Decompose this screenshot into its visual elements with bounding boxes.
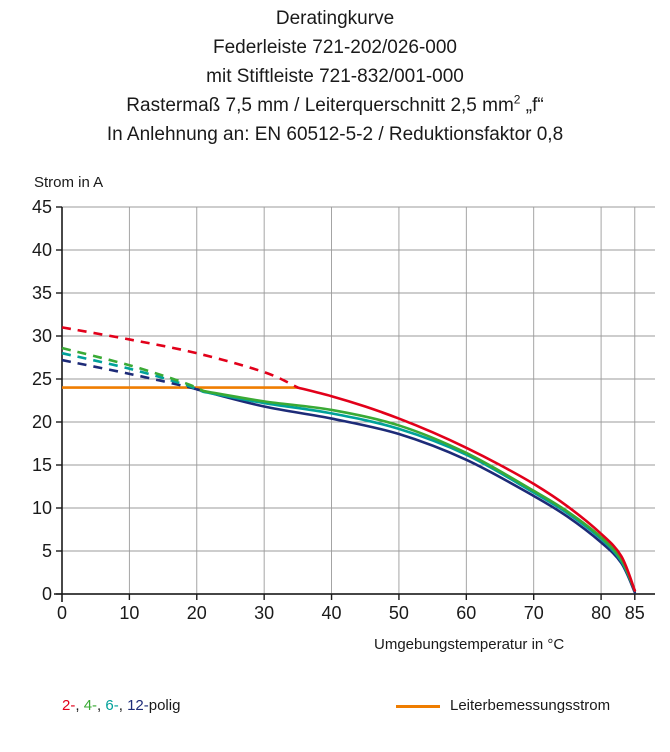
y-tick-label-20: 20 <box>31 412 52 432</box>
legend-segment-2: 4- <box>83 697 98 714</box>
y-tick-label-0: 0 <box>41 584 52 604</box>
y-axis-label: Strom in A <box>34 174 104 191</box>
x-tick-label-50: 50 <box>388 603 409 623</box>
plot-background <box>62 207 655 594</box>
title-line-5: In Anlehnung an: EN 60512-5-2 / Reduktionsfaktor 0,8 <box>106 124 564 145</box>
y-tick-label-10: 10 <box>31 498 52 518</box>
title-line-2: Federleiste 721-202/026-000 <box>212 37 457 58</box>
legend-segment-7: polig <box>148 697 181 714</box>
x-tick-label-40: 40 <box>321 603 342 623</box>
y-tick-label-45: 45 <box>31 197 52 217</box>
x-tick-label-10: 10 <box>119 603 140 623</box>
x-tick-label-60: 60 <box>456 603 477 623</box>
legend-pole-counts <box>62 697 180 714</box>
x-tick-label-20: 20 <box>186 603 207 623</box>
legend-segment-0: 2- <box>62 697 76 714</box>
title-line-3: mit Stiftleiste 721-832/001-000 <box>206 66 464 87</box>
title-line-4-tail: „f“ <box>520 95 544 116</box>
x-tick-label-85: 85 <box>624 603 645 623</box>
x-tick-label-80: 80 <box>591 603 612 623</box>
rated-current-line-swatch <box>396 705 440 708</box>
legend-segment-3: , <box>97 697 106 714</box>
x-tick-label-70: 70 <box>523 603 544 623</box>
title-line-1: Deratingkurve <box>275 8 395 29</box>
x-axis-label: Umgebungstemperatur in °C <box>374 636 565 653</box>
y-tick-label-30: 30 <box>31 326 52 346</box>
rated-current-label: Leiterbemessungsstrom <box>450 697 611 714</box>
legend-rated-current <box>396 697 610 714</box>
title-line-4-superscript: 2 <box>513 92 521 107</box>
y-tick-label-5: 5 <box>41 541 52 561</box>
x-tick-label-0: 0 <box>56 603 68 623</box>
x-tick-label-30: 30 <box>254 603 275 623</box>
legend-segment-4: 6- <box>105 697 119 714</box>
y-tick-label-40: 40 <box>31 240 52 260</box>
y-tick-label-25: 25 <box>31 369 52 389</box>
y-tick-label-15: 15 <box>31 455 52 475</box>
y-tick-label-35: 35 <box>31 283 52 303</box>
legend-segment-1: , <box>75 697 84 714</box>
legend-segment-6: 12- <box>127 697 149 714</box>
legend-segment-5: , <box>118 697 128 714</box>
title-line-4-main: Rastermaß 7,5 mm / Leiterquerschnitt 2,5 mm <box>126 95 514 116</box>
